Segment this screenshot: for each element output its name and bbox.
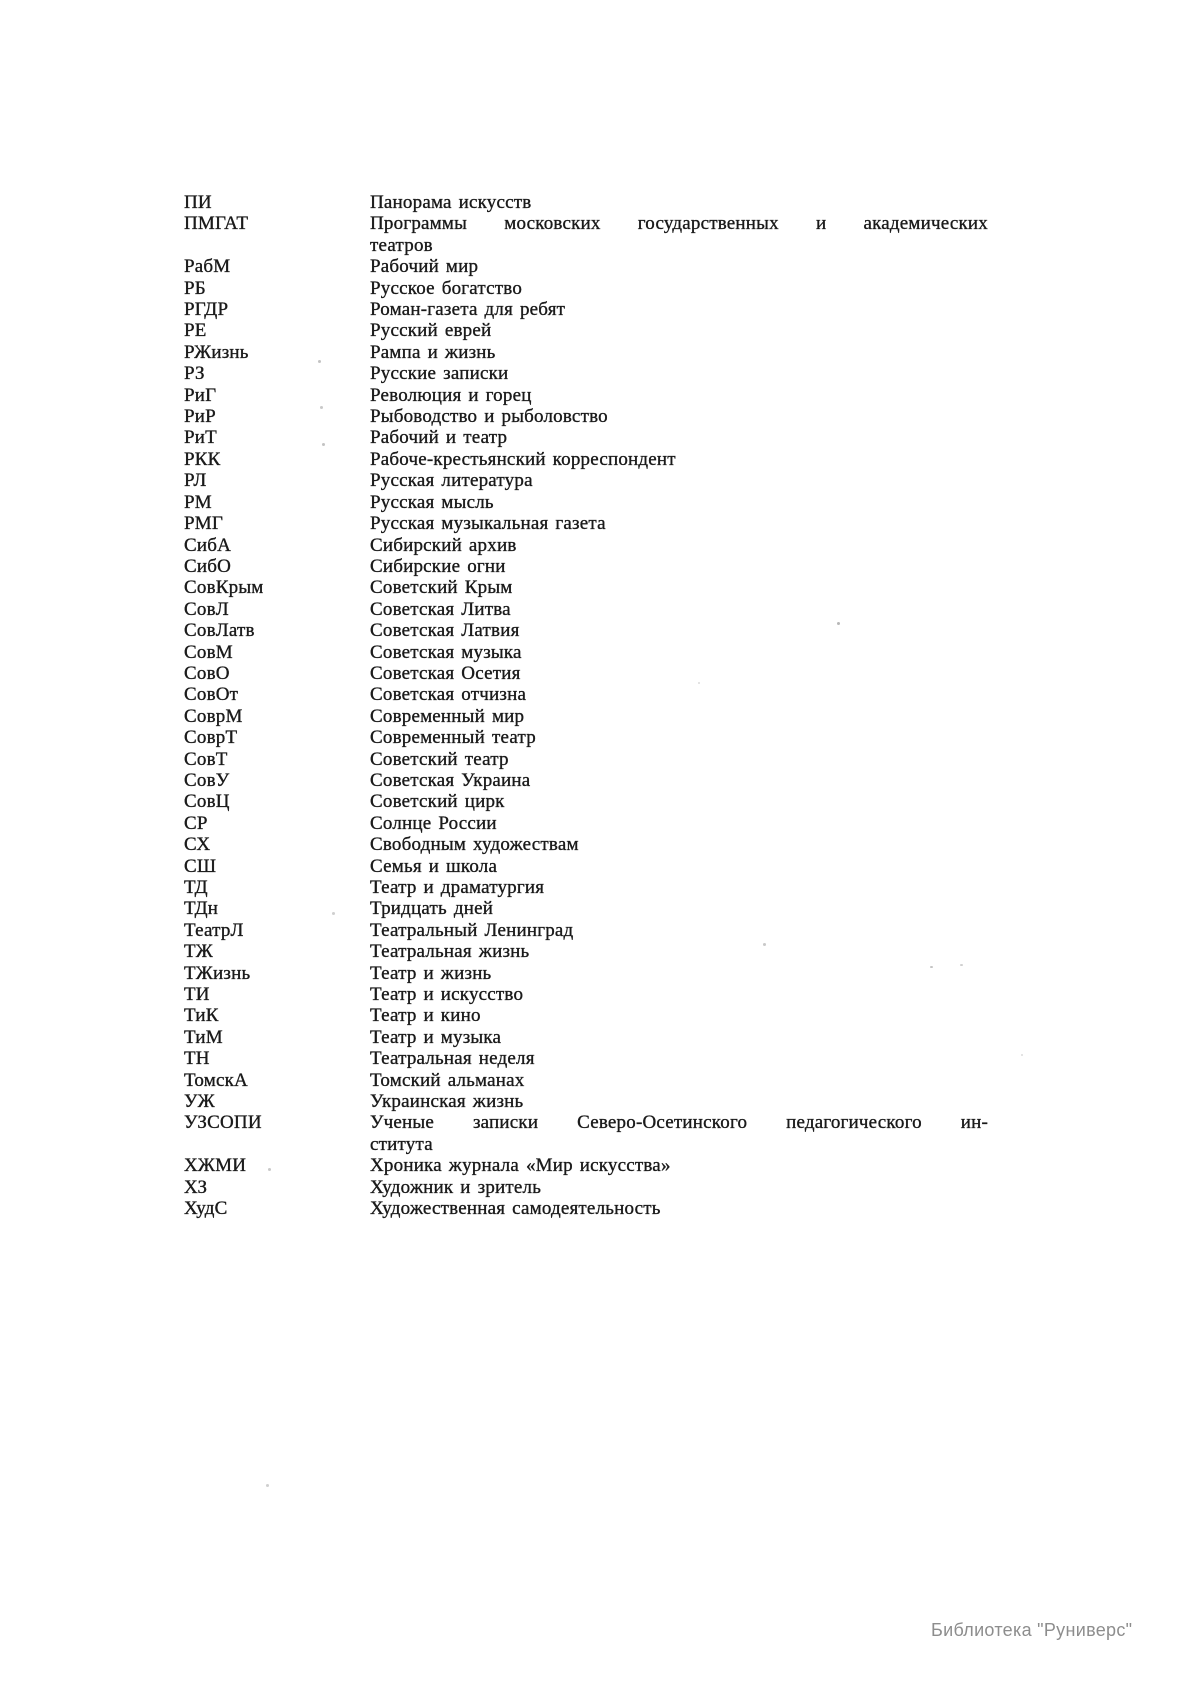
abbr-row (184, 1198, 988, 1219)
abbr-code: СовЛ (184, 598, 229, 620)
abbr-code: СоврТ (184, 727, 238, 749)
abbr-definition: Советская отчизна (370, 684, 527, 706)
scan-speck (318, 360, 321, 363)
abbr-definition: Русские записки (370, 363, 509, 385)
abbr-definition: Рабочий мир (370, 256, 479, 278)
abbr-code: ТомскА (184, 1069, 248, 1091)
abbr-definition: Советская Осетия (370, 662, 521, 684)
abbr-code: ТиМ (184, 1026, 223, 1048)
abbr-row (184, 834, 988, 855)
abbr-code: РЕ (184, 320, 207, 342)
abbr-code: РГДР (184, 299, 229, 321)
abbr-row (184, 791, 988, 812)
abbr-code: СШ (184, 855, 217, 877)
abbr-definition: Русская мысль (370, 491, 494, 513)
scan-speck (763, 943, 766, 946)
abbr-row (184, 406, 988, 427)
abbr-code: ТЖизнь (184, 962, 251, 984)
abbr-row (184, 1177, 988, 1198)
abbr-row (184, 620, 988, 641)
abbr-row (184, 706, 988, 727)
abbr-row (184, 984, 988, 1005)
abbr-code: СовО (184, 662, 230, 684)
abbr-row (184, 1048, 988, 1069)
abbr-row (184, 1070, 988, 1091)
abbr-code: РабМ (184, 256, 231, 278)
scan-speck (322, 443, 325, 446)
abbr-definition: Советская музыка (370, 641, 522, 663)
abbr-code: РБ (184, 277, 206, 299)
abbr-definition: Русская литература (370, 470, 533, 492)
abbr-code: ХудС (184, 1198, 228, 1220)
abbr-code: РиГ (184, 384, 217, 406)
scan-speck (268, 1168, 271, 1171)
scan-speck (837, 622, 840, 625)
abbr-definition: Советская Литва (370, 598, 511, 620)
abbr-row (184, 727, 988, 748)
abbr-code: ТИ (184, 984, 210, 1006)
abbr-definition: Хроника журнала «Мир искусства» (370, 1155, 671, 1177)
abbr-row (184, 342, 988, 363)
abbr-definition: Солнце России (370, 812, 497, 834)
abbr-definition: Советский Крым (370, 577, 513, 599)
abbr-definition: Программы московских государственных и академических театров (370, 213, 988, 256)
abbr-row (184, 813, 988, 834)
abbr-row (184, 1112, 988, 1155)
abbr-definition: Рампа и жизнь (370, 341, 496, 363)
abbr-definition: Театр и музыка (370, 1026, 502, 1048)
abbr-definition: Семья и школа (370, 855, 498, 877)
abbr-code: ХЗ (184, 1176, 208, 1198)
abbr-code: СоврМ (184, 705, 243, 727)
abbreviation-list (184, 192, 988, 1220)
abbr-definition: Рабочий и театр (370, 427, 508, 449)
abbr-definition: Советский цирк (370, 791, 505, 813)
abbr-definition: Русское богатство (370, 277, 523, 299)
scan-speck (960, 964, 963, 966)
abbr-row (184, 770, 988, 791)
abbr-code: ТЖ (184, 941, 214, 963)
abbr-code: ТеатрЛ (184, 919, 244, 941)
abbr-code: УЖ (184, 1091, 215, 1113)
abbr-code: ТиК (184, 1005, 219, 1027)
abbr-code: ТД (184, 877, 208, 898)
abbr-definition: Театральная жизнь (370, 941, 530, 963)
abbr-code: ПМГАТ (184, 213, 249, 235)
abbr-code: ТН (184, 1048, 210, 1070)
abbr-row (184, 363, 988, 384)
abbr-row (184, 642, 988, 663)
abbr-row (184, 898, 988, 919)
abbr-code: СовЛатв (184, 620, 255, 642)
abbr-code: СовОт (184, 684, 239, 706)
abbr-code: СовМ (184, 641, 233, 663)
abbr-row (184, 513, 988, 534)
abbr-definition: Русская музыкальная газета (370, 513, 606, 535)
abbr-row (184, 599, 988, 620)
abbr-definition: Театр и драматургия (370, 877, 545, 898)
scan-speck (320, 406, 323, 409)
abbr-definition: Революция и горец (370, 384, 532, 406)
abbr-code: РЖизнь (184, 341, 249, 363)
abbr-definition: Украинская жизнь (370, 1091, 524, 1113)
abbr-row (184, 1027, 988, 1048)
abbr-row (184, 920, 988, 941)
abbr-row (184, 385, 988, 406)
abbr-code: СовКрым (184, 577, 264, 599)
abbr-definition: Сибирские огни (370, 555, 506, 577)
abbr-code: РКК (184, 448, 221, 470)
abbr-row (184, 470, 988, 491)
abbr-code: РЛ (184, 470, 207, 492)
abbr-code: СовТ (184, 748, 228, 770)
abbr-definition: Русский еврей (370, 320, 492, 342)
abbr-definition: Советская Латвия (370, 620, 520, 642)
abbr-code: СибО (184, 555, 232, 577)
scan-speck (930, 966, 933, 968)
abbr-code: РМГ (184, 513, 224, 535)
abbr-definition: Современный театр (370, 727, 536, 749)
abbr-code: СХ (184, 834, 211, 856)
abbr-row (184, 535, 988, 556)
abbr-definition: Панорама искусств (370, 192, 532, 213)
abbr-definition: Советская Украина (370, 769, 531, 791)
abbr-row (184, 577, 988, 598)
abbr-code: СибА (184, 534, 232, 556)
abbr-code: РЗ (184, 363, 205, 385)
abbr-definition: Роман-газета для ребят (370, 299, 566, 321)
scan-speck (1021, 1054, 1023, 1056)
abbr-code: СР (184, 812, 208, 834)
abbr-definition: Ученые записки Северо-Осетинского педагогического ин- ститута (370, 1112, 988, 1155)
abbr-row (184, 963, 988, 984)
abbr-row (184, 278, 988, 299)
abbr-definition: Театр и кино (370, 1005, 481, 1027)
abbr-code: ТДн (184, 898, 219, 920)
scan-speck (266, 1484, 269, 1487)
abbr-code: РМ (184, 491, 212, 513)
abbr-definition: Рыбоводство и рыболовство (370, 406, 608, 428)
abbr-row (184, 320, 988, 341)
abbr-row (184, 427, 988, 448)
abbr-code: РиТ (184, 427, 217, 449)
abbr-row (184, 449, 988, 470)
abbr-row (184, 192, 988, 213)
abbr-definition: Художник и зритель (370, 1176, 542, 1198)
abbr-code: ХЖМИ (184, 1155, 247, 1177)
abbr-row (184, 256, 988, 277)
abbr-definition: Томский альманах (370, 1069, 525, 1091)
abbr-row (184, 213, 988, 256)
abbr-row (184, 684, 988, 705)
abbr-code: УЗСОПИ (184, 1112, 262, 1134)
abbr-definition: Театр и искусство (370, 984, 524, 1006)
abbr-row (184, 1005, 988, 1026)
abbr-row (184, 556, 988, 577)
abbr-definition: Сибирский архив (370, 534, 517, 556)
abbr-definition: Советский театр (370, 748, 509, 770)
abbr-row (184, 299, 988, 320)
scan-speck (698, 682, 700, 684)
abbr-definition: Рабоче-крестьянский корреспондент (370, 448, 676, 470)
abbr-row (184, 856, 988, 877)
abbr-definition: Театральная неделя (370, 1048, 535, 1070)
abbr-code: СовУ (184, 769, 230, 791)
abbr-row (184, 749, 988, 770)
abbr-definition: Художественная самодеятельность (370, 1198, 661, 1220)
abbr-code: ПИ (184, 192, 212, 213)
abbr-row (184, 663, 988, 684)
abbr-code: РиР (184, 406, 216, 428)
abbr-row (184, 877, 988, 898)
library-watermark: Библиотека "Руниверс" (931, 1620, 1133, 1640)
abbr-code: СовЦ (184, 791, 230, 813)
abbr-row (184, 941, 988, 962)
abbr-row (184, 1155, 988, 1176)
abbr-definition: Современный мир (370, 705, 525, 727)
abbr-definition: Тридцать дней (370, 898, 494, 920)
abbr-definition: Театр и жизнь (370, 962, 492, 984)
abbr-row (184, 492, 988, 513)
abbr-definition: Свободным художествам (370, 834, 579, 856)
abbr-row (184, 1091, 988, 1112)
abbr-definition: Театральный Ленинград (370, 919, 574, 941)
scan-speck (332, 912, 335, 915)
